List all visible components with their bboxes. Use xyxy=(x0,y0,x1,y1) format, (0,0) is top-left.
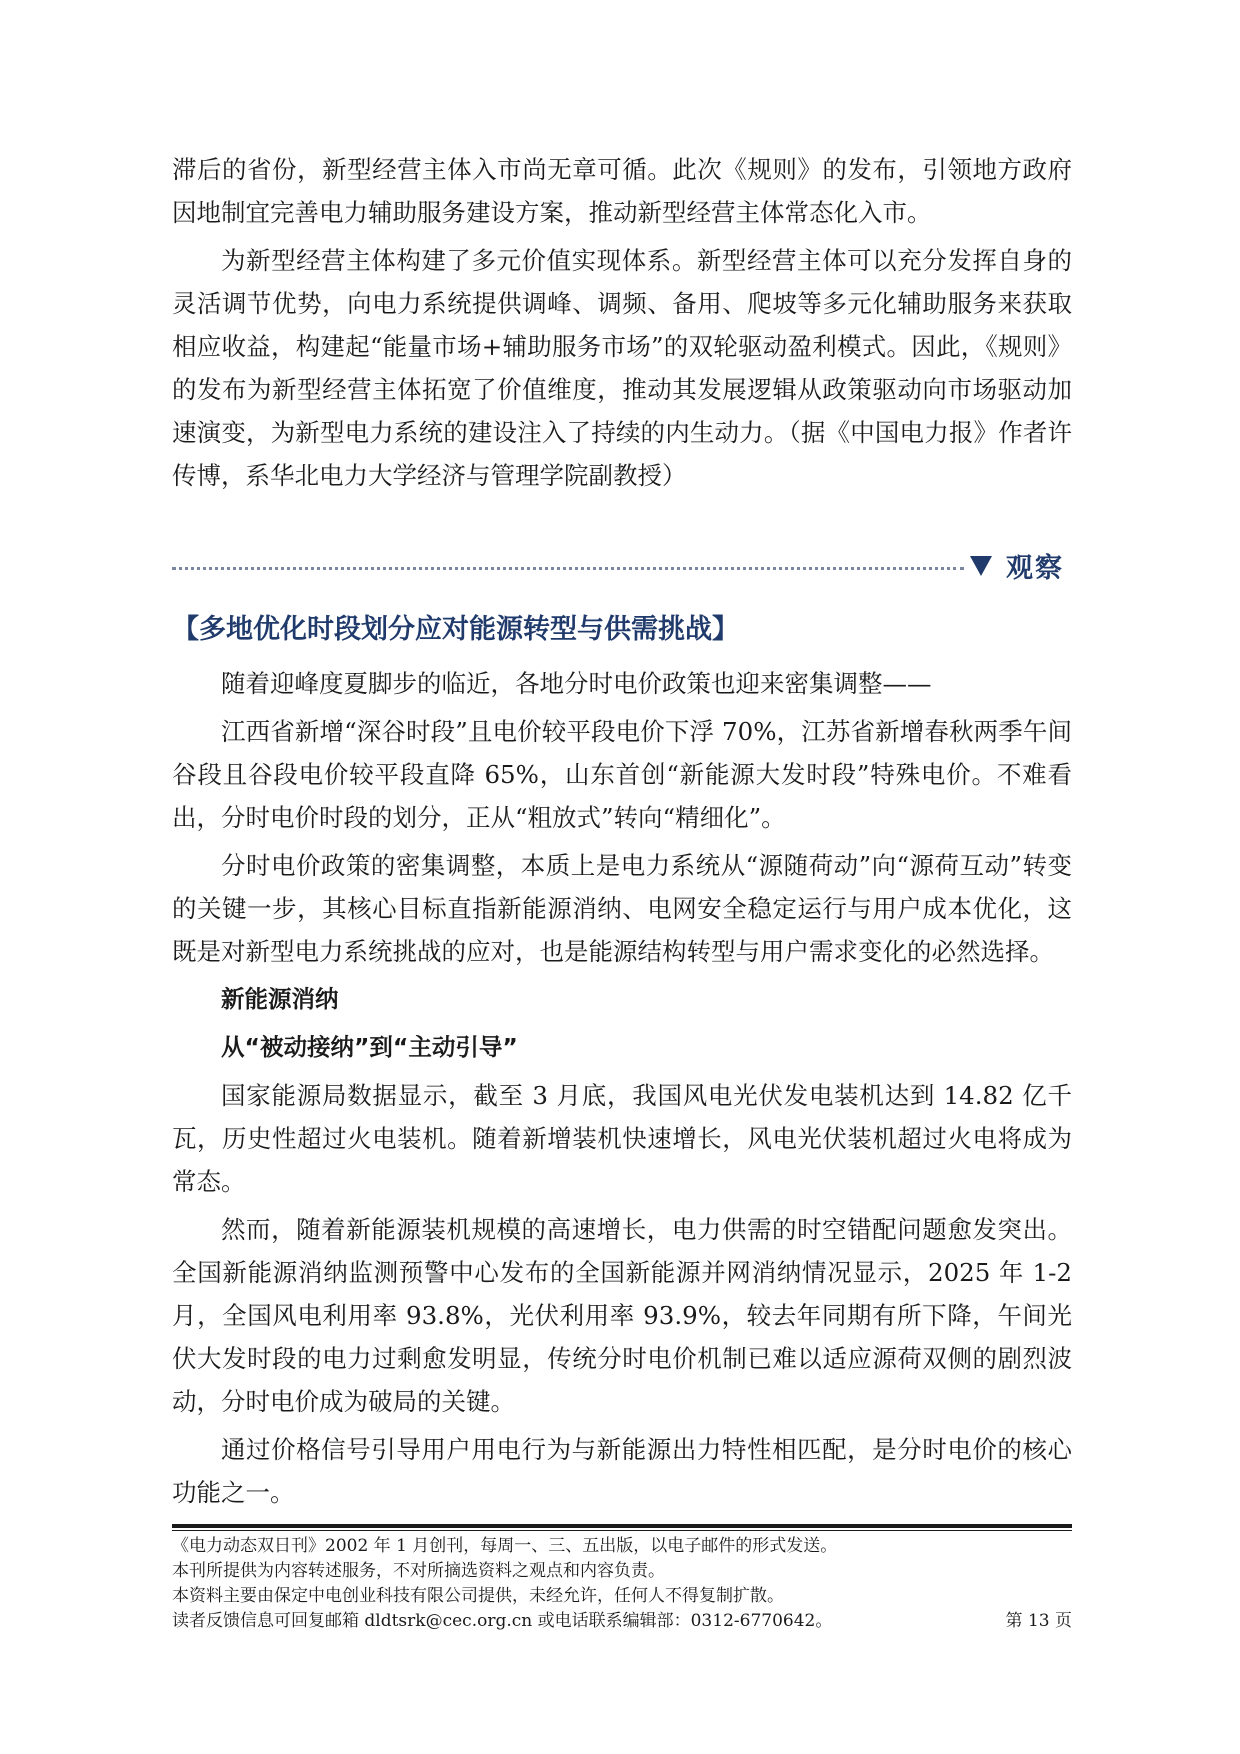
page-number: 第 13 页 xyxy=(1005,1611,1072,1631)
paragraph: 为新型经营主体构建了多元价值实现体系。新型经营主体可以充分发挥自身的灵活调节优势，向电力系统提供调峰、调频、备用、爬坡等多元化辅助服务来获取相应收益，构建起“能量市场+辅助服务市场”的双轮驱动盈利模式。因此，《规则》的发布为新型经营主体拓宽了价值维度，推动其发展逻辑从政策驱动向市场驱动加速演变，为新型电力系统的建设注入了持续的内生动力。（据《中国电力报》作者许传博，系华北电力大学经济与管理学院副教授） xyxy=(172,246,1072,490)
paragraph: 滞后的省份，新型经营主体入市尚无章可循。此次《规则》的发布，引领地方政府因地制宜完善电力辅助服务建设方案，推动新型经营主体常态化入市。 xyxy=(172,155,1072,227)
paragraph: 随着迎峰度夏脚步的临近，各地分时电价政策也迎来密集调整—— xyxy=(221,669,932,698)
article-headline: 【多地优化时段划分应对能源转型与供需挑战】 xyxy=(172,614,739,645)
article-body xyxy=(172,662,1072,1514)
triangle-down-icon xyxy=(970,556,992,576)
paragraph: 分时电价政策的密集调整，本质上是电力系统从“源随荷动”向“源荷互动”转变的关键一步，其核心目标直指新能源消纳、电网安全稳定运行与用户成本优化，这既是对新型电力系统挑战的应对，也是能源结构转型与用户需求变化的必然选择。 xyxy=(172,851,1072,966)
footer-line: 读者反馈信息可回复邮箱 dldtsrk@cec.org.cn 或电话联系编辑部：0312-6770642。 xyxy=(172,1611,833,1631)
paragraph: 江西省新增“深谷时段”且电价较平段电价下浮 70%，江苏省新增春秋两季午间谷段且谷段电价较平段直降 65%，山东首创“新能源大发时段”特殊电价。不难看出，分时电价时段的划分，正从“粗放式”转向“精细化”。 xyxy=(172,717,1072,832)
section-divider xyxy=(172,546,1072,590)
subheading: 从“被动接纳”到“主动引导” xyxy=(221,1033,518,1061)
dotted-rule xyxy=(172,567,964,570)
footer-rule xyxy=(172,1524,1072,1528)
subheading: 新能源消纳 xyxy=(221,985,339,1013)
footer-line: 《电力动态双日刊》2002 年 1 月创刊，每周一、三、五出版，以电子邮件的形式发送。 xyxy=(172,1536,838,1556)
footer-line: 本刊所提供为内容转述服务，不对所摘选资料之观点和内容负责。 xyxy=(172,1561,665,1581)
paragraph: 然而，随着新能源装机规模的高速增长，电力供需的时空错配问题愈发突出。全国新能源消纳监测预警中心发布的全国新能源并网消纳情况显示，2025 年 1-2 月，全国风电利用率 93.8%，光伏利用率 93.9%，较去年同期有所下降，午间光伏大发时段的电力过剩愈发明显，传统分时电价机制已难以适应源荷双侧的剧烈波动，分时电价成为破局的关键。 xyxy=(172,1215,1072,1416)
paragraph: 国家能源局数据显示，截至 3 月底，我国风电光伏发电装机达到 14.82 亿千瓦，历史性超过火电装机。随着新增装机快速增长，风电光伏装机超过火电将成为常态。 xyxy=(172,1081,1072,1196)
section-title: 观察 xyxy=(1006,553,1064,584)
paragraph: 通过价格信号引导用户用电行为与新能源出力特性相匹配，是分时电价的核心功能之一。 xyxy=(172,1435,1072,1507)
footer-rule-thin xyxy=(172,1530,1072,1531)
article-continuation xyxy=(172,148,1072,497)
footer-line: 本资料主要由保定中电创业科技有限公司提供，未经允许，任何人不得复制扩散。 xyxy=(172,1586,784,1606)
footer xyxy=(172,1534,1072,1634)
